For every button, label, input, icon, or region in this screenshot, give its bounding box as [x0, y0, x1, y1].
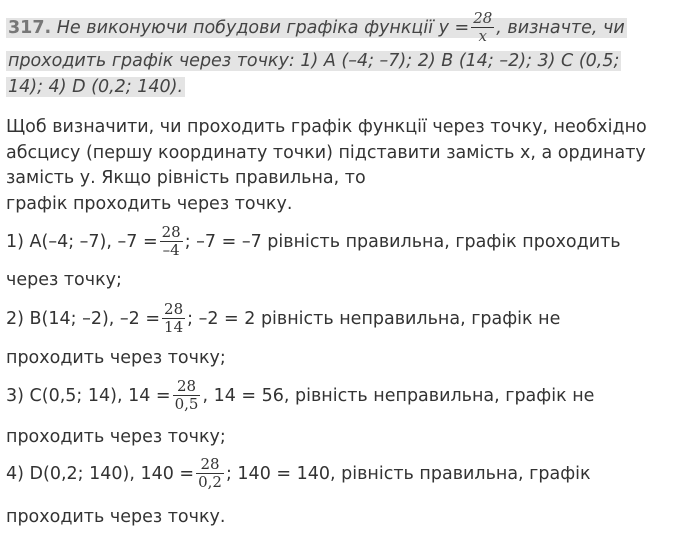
item-4-after: ; 140 = 140, рівність правильна, графік	[225, 464, 591, 484]
explanation-line-4: графік проходить через точку.	[6, 194, 293, 214]
problem-fraction-denominator: x	[471, 27, 494, 45]
item-1-fraction	[160, 224, 183, 259]
item-1-line	[6, 222, 621, 262]
explanation-line-3: замість у. Якщо рівність правильна, то	[6, 168, 366, 188]
item-4-line	[6, 454, 591, 494]
item-1-numerator: 28	[161, 222, 181, 241]
problem-number: 317.	[8, 18, 52, 38]
problem-line-3	[6, 74, 660, 100]
problem-text-after-fraction: , визначте, чи	[496, 18, 625, 38]
explanation-line-2: абсцису (першу координату точки) підставити замість х, а ординату	[6, 143, 646, 163]
item-4-numerator: 28	[200, 454, 220, 473]
item-2-continuation: проходить через точку;	[6, 348, 226, 368]
item-3-before: 3) C(0,5; 14), 14 =	[6, 386, 171, 406]
item-2-denominator: 14	[164, 317, 184, 336]
problem-fraction	[471, 10, 494, 45]
item-1-after: ; –7 = –7 рівність правильна, графік проходить	[184, 232, 621, 252]
problem-text-before-fraction: Не виконуючи побудови графіка функції y =	[56, 18, 470, 38]
item-4-continuation: проходить через точку.	[6, 507, 226, 527]
problem-line-2	[6, 48, 660, 74]
item-3-after: , 14 = 56, рівність неправильна, графік не	[202, 386, 595, 406]
item-3-fraction	[173, 378, 201, 413]
item-4-denominator: 0,2	[198, 472, 222, 491]
item-3-continuation: проходить через точку;	[6, 427, 226, 447]
problem-line-2-text: проходить графік через точку: 1) А (–4; –7); 2) В (14; –2); 3) С (0,5;	[8, 51, 620, 71]
item-3-numerator: 28	[176, 376, 197, 395]
item-2-before: 2) B(14; –2), –2 =	[6, 309, 161, 329]
item-2-fraction	[162, 301, 185, 336]
item-4-before: 4) D(0,2; 140), 140 =	[6, 464, 195, 484]
problem-fraction-numerator: 28	[473, 8, 493, 27]
item-1-continuation: через точку;	[6, 270, 122, 290]
problem-line-1	[6, 8, 660, 48]
item-4-fraction	[196, 456, 224, 491]
item-2-line	[6, 299, 560, 339]
item-1-denominator: –4	[160, 241, 183, 259]
item-2-numerator: 28	[164, 299, 184, 318]
problem-statement	[6, 8, 660, 100]
item-2-after: ; –2 = 2 рівність неправильна, графік не	[187, 309, 561, 329]
item-1-before: 1) A(–4; –7), –7 =	[6, 232, 158, 252]
item-3-line	[6, 376, 594, 416]
problem-line-3-text: 14); 4) D (0,2; 140).	[8, 77, 184, 97]
explanation-line-1: Щоб визначити, чи проходить графік функції через точку, необхідно	[6, 117, 647, 137]
item-3-denominator: 0,5	[174, 394, 199, 413]
problem-highlight-1	[6, 8, 627, 45]
